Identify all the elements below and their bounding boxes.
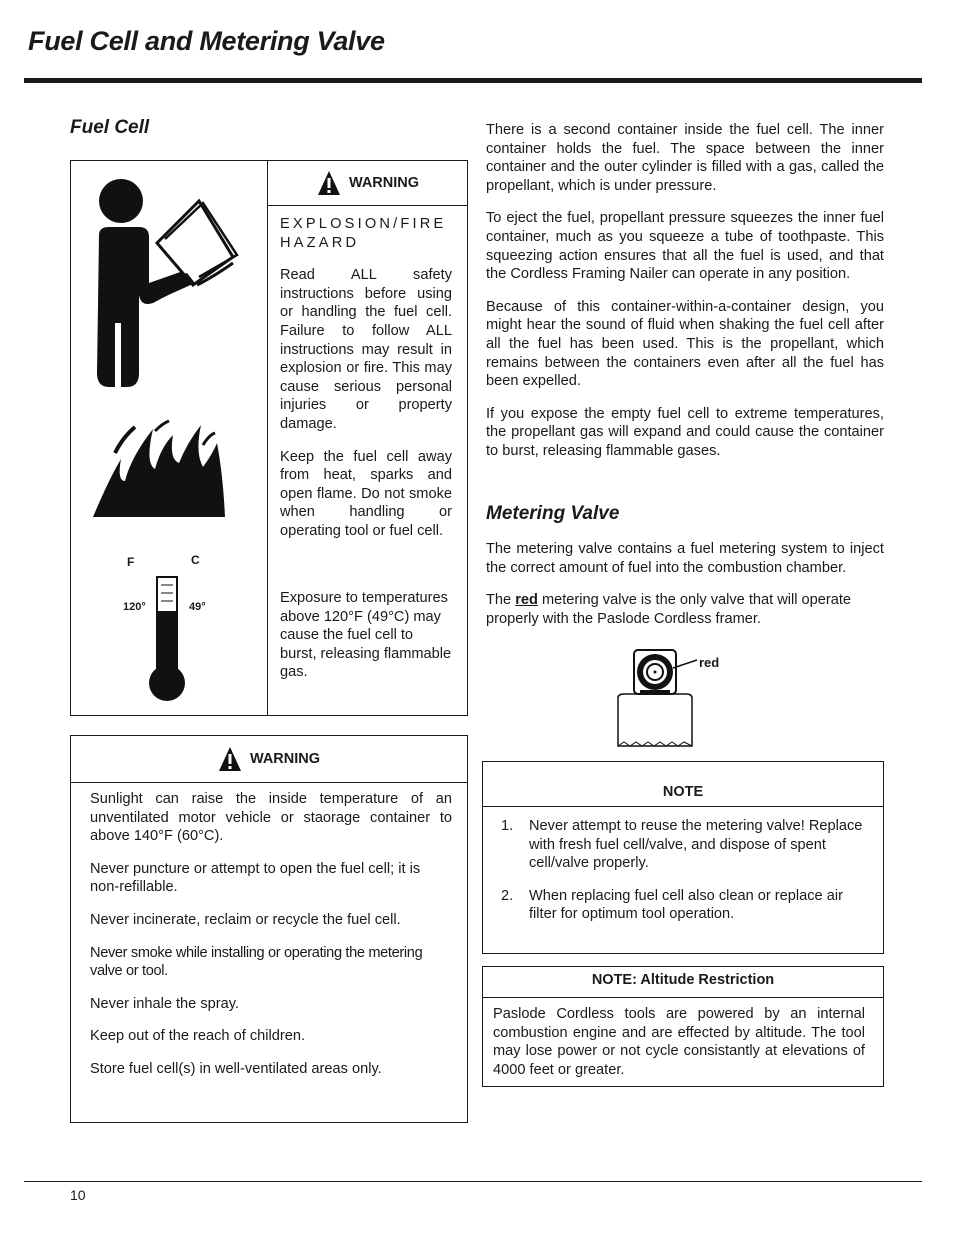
warning-paragraph: Sunlight can raise the inside temperature of an unventilated motor vehicle or staorage container to above 140°F (60°C). [90, 791, 452, 845]
valve-label: red [699, 655, 720, 670]
body-paragraph: The metering valve contains a fuel metering system to inject the correct amount of fuel into the combustion chamber. [486, 541, 884, 576]
header-rule [24, 78, 922, 83]
thermometer-c-value: 49° [189, 601, 206, 613]
body-paragraph: Because of this container-within-a-container design, you might hear the sound of fluid when shaking the fuel cell after all the fuel has been used. This is the propellant, which remains between the containers even after all the fuel has been expelled. [486, 298, 884, 390]
note-item [501, 817, 863, 873]
temperature-text [280, 589, 452, 696]
note-header-rule [483, 806, 883, 807]
text-run: metering valve is the only valve that will operate properly with the Paslode Cordless framer. [486, 592, 852, 627]
warning-header [71, 736, 467, 782]
fuel-cell-warning-box [70, 160, 468, 716]
warning-divider [267, 161, 268, 715]
warning-list [90, 790, 452, 1093]
read-manual-icon [91, 173, 261, 393]
page-number: 10 [70, 1187, 86, 1203]
note-list [501, 817, 863, 938]
warning-paragraph: Keep out of the reach of children. [90, 1028, 305, 1045]
warning-header-rule [71, 782, 467, 783]
warning-paragraph: Never incinerate, reclaim or recycle the fuel cell. [90, 911, 401, 928]
note-box [482, 761, 884, 954]
fuel-cell-description [486, 121, 884, 475]
warning-label: WARNING [249, 751, 321, 767]
warning-text-column [280, 215, 452, 555]
altitude-header-rule [483, 997, 883, 998]
red-emphasis: red [515, 592, 538, 609]
note-item [501, 887, 863, 924]
warning-paragraph: Exposure to temperatures above 120°F (49°C) may cause the fuel cell to burst, releasing flammable gas. [280, 590, 452, 681]
altitude-note-label: NOTE: Altitude Restriction [591, 972, 775, 988]
thermometer-f-label: F [127, 555, 135, 569]
altitude-text-wrap [493, 1005, 865, 1093]
warning-paragraph: Never puncture or attempt to open the fuel cell; it is non-refillable. [90, 860, 421, 896]
hazard-title: EXPLOSION/FIRE HAZARD [280, 216, 447, 251]
fuel-cell-warning-box-2 [70, 735, 468, 1123]
body-paragraph: If you expose the empty fuel cell to extreme temperatures, the propellant gas will expand and could cause the container to burst, releasing flammable gases. [486, 405, 884, 459]
page-title: Fuel Cell and Metering Valve [28, 26, 385, 56]
warning-paragraph: Keep the fuel cell away from heat, sparks and open flame. Do not smoke when handling or operating tool or fuel cell. [280, 448, 452, 539]
note-label: NOTE [662, 784, 704, 800]
metering-valve-illustration [610, 648, 700, 752]
metering-valve-heading: Metering Valve [486, 503, 620, 524]
text-run: The [486, 592, 516, 609]
warning-paragraph: Never inhale the spray. [90, 995, 239, 1012]
metering-valve-text [486, 540, 884, 642]
warning-header [268, 161, 468, 205]
warning-triangle-icon [317, 170, 341, 196]
body-paragraph: To eject the fuel, propellant pressure squeezes the inner fuel container, much as you squeeze a tube of toothpaste. This squeezing action ensures that all the fuel is used, and that the Cordless Framing Nailer can operate in any position. [486, 210, 884, 283]
note-item-text: When replacing fuel cell also clean or replace air filter for optimum tool operation. [529, 887, 843, 923]
body-paragraph [486, 591, 884, 628]
flame-icon [91, 419, 231, 519]
warning-paragraph: Never smoke while installing or operating the metering valve or tool. [90, 944, 423, 980]
footer-rule [24, 1181, 922, 1182]
warning-label: WARNING [348, 175, 420, 191]
note-item-number: 1. [501, 818, 514, 834]
altitude-note-box [482, 966, 884, 1087]
warning-paragraph: Store fuel cell(s) in well-ventilated areas only. [90, 1060, 382, 1077]
warning-header-rule [268, 205, 468, 206]
thermometer-c-label: C [191, 553, 200, 567]
warning-paragraph: Read ALL safety instructions before using or handling the fuel cell. Failure to follow ALL instructions may result in explosion or fire. This may cause serious personal injuries or property damage. [280, 267, 452, 432]
body-paragraph: There is a second container inside the fuel cell. The inner container holds the fuel. The space between the inner container and the outer cylinder is filled with a gas, called the propellant, which is under pressure. [486, 122, 884, 194]
thermometer-f-value: 120° [123, 601, 146, 613]
altitude-text: Paslode Cordless tools are powered by an internal combustion engine and are effected by altitude. The tool may lose power or not cycle consistantly at elevations of 4000 feet or greater. [493, 1006, 865, 1078]
thermometer-icon [145, 575, 189, 703]
note-item-number: 2. [501, 887, 514, 904]
warning-triangle-icon [218, 746, 242, 772]
fuel-cell-heading: Fuel Cell [70, 117, 150, 138]
note-item-text: Never attempt to reuse the metering valve! Replace with fresh fuel cell/valve, and dispose of spent cell/valve properly. [529, 818, 863, 872]
